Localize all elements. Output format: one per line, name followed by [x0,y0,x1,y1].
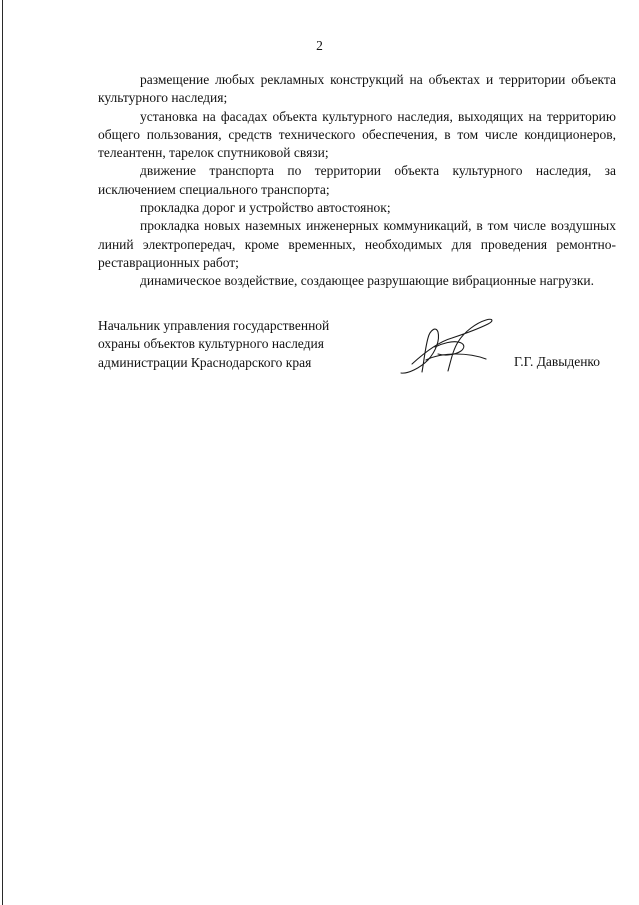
paragraph-facade-equipment: установка на фасадах объекта культурного наследия, выходящих на территорию общего пользования, средств технического обеспечения, в том числе кондиционеров, телеантенн, тарелок спутниковой связи; [98,108,616,161]
signatory-position-line: охраны объектов культурного наследия [98,336,324,352]
signatory-position-line: администрации Краснодарского края [98,354,312,370]
paragraph-advertising: размещение любых рекламных конструкций на объектах и территории объекта культурного наследия; [98,72,616,106]
page-number: 2 [316,38,323,53]
handwritten-signature [398,316,498,380]
paragraph-roads-parking: прокладка дорог и устройство автостоянок; [140,200,391,216]
scan-edge-line [2,0,3,905]
signatory-position [98,317,368,372]
paragraph-utilities: прокладка новых наземных инженерных коммуникаций, в том числе воздушных линий электропередач, кроме временных, необходимых для проведения ремонтно-реставрационных работ; [98,218,616,270]
document-body [98,71,616,291]
paragraph-vibration: динамическое воздействие, создающее разрушающие вибрационные нагрузки. [140,273,595,289]
signatory-position-line: Начальник управления государственной [98,318,330,333]
signatory-name: Г.Г. Давыденко [514,354,601,369]
paragraph-transport: движение транспорта по территории объекта культурного наследия, за исключением специального транспорта; [98,163,616,197]
